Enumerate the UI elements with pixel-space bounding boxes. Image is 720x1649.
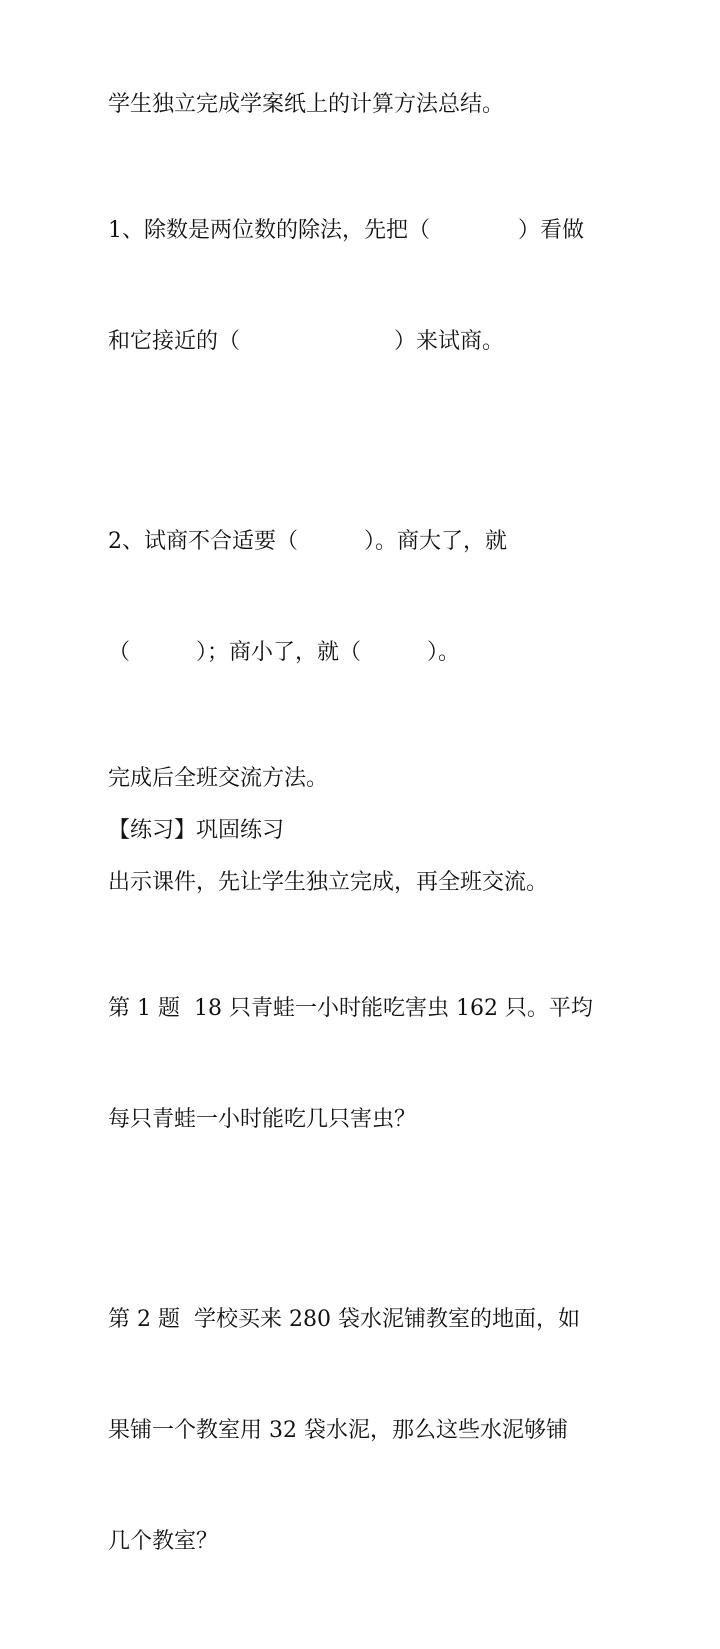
- question-1: [108, 138, 618, 434]
- problem-1-line-2: 每只青蛙一小时能吃几只害虫？: [108, 1107, 417, 1132]
- problem-2-line-3: 几个教室？: [108, 1529, 219, 1554]
- problem-2-line-2: 果铺一个教室用 32 袋水泥，那么这些水泥够铺: [108, 1418, 568, 1443]
- question-1-line-1: 1、除数是两位数的除法，先把（ ）看做: [108, 218, 584, 243]
- intro-text: 学生独立完成学案纸上的计算方法总结。: [108, 92, 505, 117]
- problem-2-line-1: 第 2 题 学校买来 280 袋水泥铺教室的地面，如: [108, 1307, 580, 1332]
- exchange-text: 完成后全班交流方法。: [108, 766, 329, 791]
- practice-heading: 【练习】巩固练习: [108, 818, 285, 843]
- question-2-line-2: （ ）；商小了，就（ ）。: [108, 640, 461, 665]
- question-2-line-1: 2、试商不合适要（ ）。商大了，就: [108, 529, 507, 554]
- practice-problem-2: [108, 1227, 618, 1634]
- question-1-line-2: 和它接近的（ ）来试商。: [108, 329, 505, 354]
- document-page: [108, 86, 618, 1649]
- question-2: [108, 449, 618, 745]
- practice-problem-1: [108, 916, 618, 1212]
- practice-intro: 出示课件，先让学生独立完成，再全班交流。: [108, 870, 549, 895]
- problem-1-line-1: 第 1 题 18 只青蛙一小时能吃害虫 162 只。平均: [108, 996, 593, 1021]
